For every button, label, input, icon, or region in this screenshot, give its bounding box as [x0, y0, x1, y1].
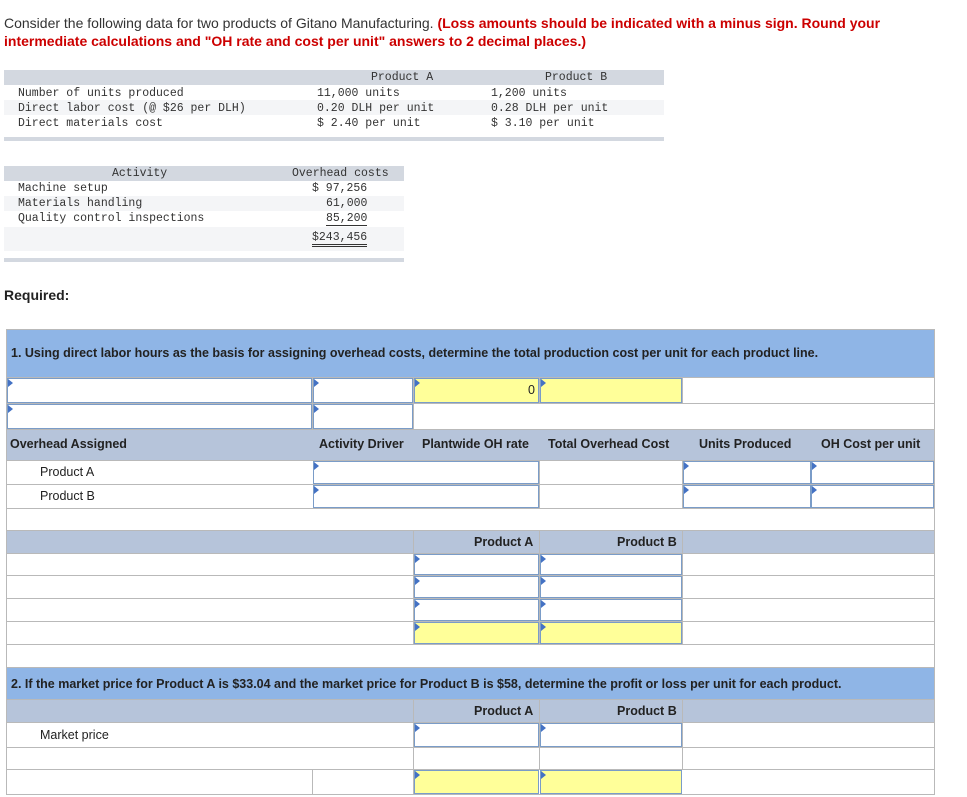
grid-row [6, 508, 935, 531]
answer-input[interactable] [540, 554, 682, 575]
answer-input[interactable] [7, 404, 312, 429]
intro-emphasis: (Loss amounts should be indicated with a minus sign. Round your intermediate calculations and "OH rate and cost per unit" answers to 2 decimal places.) [4, 15, 881, 49]
plantwide-oh-rate-header: Plantwide OH rate [422, 437, 529, 451]
activity-value: 61,000 [326, 197, 368, 210]
row-value-b: 0.28 DLH per unit [491, 102, 609, 115]
activity-label: Quality control inspections [18, 212, 205, 225]
row-label: Number of units produced [18, 87, 184, 100]
answer-input[interactable] [7, 378, 312, 403]
units-produced-header: Units Produced [699, 437, 792, 451]
answer-input[interactable] [313, 404, 413, 429]
grid-cell [539, 484, 683, 509]
activity-driver-header: Activity Driver [319, 437, 404, 451]
part2-product-b-header: Product B [617, 704, 677, 718]
row-value-a: $ 2.40 per unit [317, 117, 421, 130]
answer-input[interactable] [683, 485, 811, 508]
required-label: Required: [4, 287, 70, 303]
computed-value: 0 [528, 383, 535, 397]
cost-product-b-header: Product B [617, 535, 677, 549]
grid-cell [539, 460, 683, 485]
intro-text [4, 14, 954, 50]
overhead-assigned-header: Overhead Assigned [10, 437, 127, 451]
cost-product-a-header: Product A [474, 535, 534, 549]
intro-plain: Consider the following data for two products of Gitano Manufacturing. [4, 15, 434, 31]
part2-product-a-header: Product A [474, 704, 534, 718]
activity-label: Materials handling [18, 197, 143, 210]
answer-input[interactable] [414, 554, 539, 575]
answer-input[interactable] [811, 461, 934, 484]
activity-value: 85,200 [326, 212, 368, 225]
answer-input[interactable] [811, 485, 934, 508]
computed-field [414, 378, 539, 403]
computed-field [540, 622, 682, 644]
computed-field [540, 770, 682, 794]
product-a-header: Product A [371, 71, 434, 84]
product-b-label: Product B [40, 489, 95, 503]
answer-input[interactable] [540, 599, 682, 621]
grid-row [6, 644, 935, 668]
part2-question: 2. If the market price for Product A is $33.04 and the market price for Product B is $58, determine the profit or loss per unit for each product. [11, 677, 842, 691]
product-a-label: Product A [40, 465, 95, 479]
row-label: Direct materials cost [18, 117, 163, 130]
row-value-b: $ 3.10 per unit [491, 117, 595, 130]
activity-total: $243,456 [312, 231, 367, 247]
activity-value: $ 97,256 [312, 182, 368, 195]
grid-cell [413, 403, 935, 430]
answer-input[interactable] [313, 461, 539, 484]
computed-field [540, 378, 682, 403]
oh-cost-per-unit-header: OH Cost per unit [821, 437, 921, 451]
activity-bottom-bar [4, 258, 404, 262]
overhead-costs-header: Overhead costs [292, 167, 389, 180]
part1-question: 1. Using direct labor hours as the basis for assigning overhead costs, determine the total production cost per unit for each product line. [11, 346, 819, 360]
product-b-header: Product B [545, 71, 608, 84]
row-value-b: 1,200 units [491, 87, 567, 100]
computed-field [414, 770, 539, 794]
grid-cell [312, 769, 414, 795]
answer-input[interactable] [414, 599, 539, 621]
activity-header: Activity [112, 167, 168, 180]
answer-input[interactable] [683, 461, 811, 484]
answer-input[interactable] [313, 378, 413, 403]
market-price-b-input[interactable] [540, 723, 682, 747]
grid-cell [539, 747, 683, 770]
activity-label: Machine setup [18, 182, 108, 195]
answer-input[interactable] [414, 576, 539, 598]
total-overhead-cost-header: Total Overhead Cost [548, 437, 670, 451]
row-label: Direct labor cost (@ $26 per DLH) [18, 102, 246, 115]
answer-input[interactable] [540, 576, 682, 598]
market-price-a-input[interactable] [414, 723, 539, 747]
row-value-a: 0.20 DLH per unit [317, 102, 435, 115]
answer-input[interactable] [313, 485, 539, 508]
product-table-bottom-bar [4, 137, 664, 141]
row-value-a: 11,000 units [317, 87, 400, 100]
market-price-label: Market price [40, 728, 109, 742]
computed-field [414, 622, 539, 644]
grid-cell [682, 377, 935, 404]
grid-cell [413, 747, 540, 770]
